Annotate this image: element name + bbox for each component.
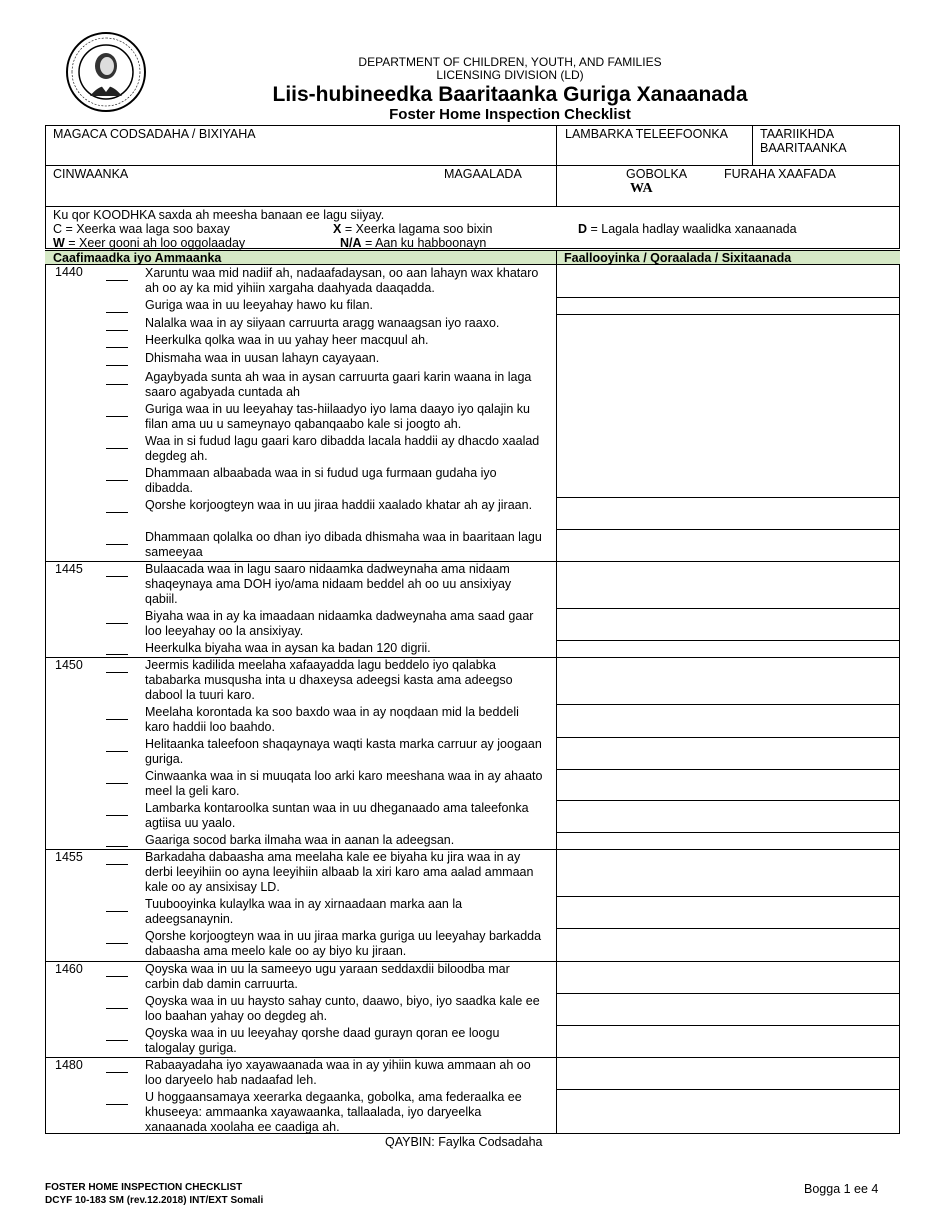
code-entry-blank[interactable] — [106, 654, 128, 655]
legend-code-x: X = Xeerka lagama soo bixin — [333, 222, 493, 236]
column-header-right: Faallooyinka / Qoraalada / Sixitaanada — [564, 251, 792, 265]
checklist-item: Guriga waa in uu leeyahay hawo ku filan. — [145, 298, 373, 312]
code-entry-blank[interactable] — [106, 1040, 128, 1041]
division-name: LICENSING DIVISION (LD) — [436, 68, 584, 82]
code-entry-blank[interactable] — [106, 280, 128, 281]
form-title: FOSTER HOME INSPECTION CHECKLIST — [45, 1182, 243, 1193]
code-entry-blank[interactable] — [106, 384, 128, 385]
section-code: 1480 — [55, 1058, 83, 1072]
column-header-left: Caafimaadka iyo Ammaanka — [53, 251, 222, 265]
checklist-item: Jeermis kadilida meelaha xafaayadda lagu beddelo iyo qalabka tababarka musqusha inta u dhaxeysa adeegsi kasta ama adeegso dabool la tuuri karo. — [145, 658, 513, 702]
checklist-item: U hoggaansamaya xeerarka degaanka, gobolka, ama federaalka ee khuseeya: ammaanka xayawaanka, tallaalada, iyo daryeelka xanaanada xoolaha ee caadiga ah. — [145, 1090, 522, 1134]
checklist-item: Biyaha waa in ay ka imaadaan nidaamka dadweynaha ama saad gaar loo leeyahay oo la ansixiyay. — [145, 609, 534, 638]
checklist-item: Barkadaha dabaasha ama meelaha kale ee biyaha ku jira waa in ay derbi leeyihiin oo ayna leeyihiin albaab la xiri karo ama aalad ammaan kale oo ay ansixisay LD. — [145, 850, 534, 894]
code-entry-blank[interactable] — [106, 864, 128, 865]
state-seal-logo — [66, 32, 146, 112]
code-entry-blank[interactable] — [106, 480, 128, 481]
checklist-item: Agaybyada sunta ah waa in aysan carruurta gaari karin waana in laga saaro agabyada cuntada ah — [145, 370, 532, 399]
checklist-item: Xaruntu waa mid nadiif ah, nadaafadaysan, oo aan lahayn wax khataro ah oo ay ka mid yihiin xargaha daahyada daaqadda. — [145, 266, 539, 295]
page-subtitle: Foster Home Inspection Checklist — [389, 106, 631, 123]
inspection-date-field[interactable]: TAARIIKHDA BAARITAANKA — [760, 127, 847, 155]
checklist-item: Heerkulka biyaha waa in aysan ka badan 120 digrii. — [145, 641, 431, 655]
code-entry-blank[interactable] — [106, 448, 128, 449]
section-code: 1440 — [55, 265, 83, 279]
code-entry-blank[interactable] — [106, 1008, 128, 1009]
section-code: 1445 — [55, 562, 83, 576]
checklist-item: Bulaacada waa in lagu saaro nidaamka dadweynaha ama nidaam shaqeynaya ama DOH iyo/ama nidaam beddel ah oo uu ansixiyay qabiil. — [145, 562, 512, 606]
code-entry-blank[interactable] — [106, 544, 128, 545]
section-code: 1460 — [55, 962, 83, 976]
checklist-item: Dhismaha waa in uusan lahayn cayayaan. — [145, 351, 380, 365]
code-entry-blank[interactable] — [106, 672, 128, 673]
checklist-item: Cinwaanka waa in si muuqata loo arki karo meeshana waa in ay ahaato meel la geli karo. — [145, 769, 543, 798]
code-entry-blank[interactable] — [106, 330, 128, 331]
code-entry-blank[interactable] — [106, 623, 128, 624]
zip-field[interactable]: FURAHA XAAFADA — [724, 167, 836, 181]
code-entry-blank[interactable] — [106, 751, 128, 752]
code-entry-blank[interactable] — [106, 719, 128, 720]
checklist-item: Nalalka waa in ay siiyaan carruurta aragg wanaagsan iyo raaxo. — [145, 316, 500, 330]
code-entry-blank[interactable] — [106, 1072, 128, 1073]
checklist-item: Heerkulka qolka waa in uu yahay heer macquul ah. — [145, 333, 429, 347]
checklist-item: Dhammaan qolalka oo dhan iyo dibada dhismaha waa in baaritaan lagu sameeyaa — [145, 530, 542, 559]
phone-number-field[interactable]: LAMBARKA TELEEFOONKA — [565, 127, 729, 141]
checklist-item: Helitaanka taleefoon shaqaynaya waqti kasta marka carruur ay joogaan guriga. — [145, 737, 542, 766]
code-entry-blank[interactable] — [106, 347, 128, 348]
section-code: 1455 — [55, 850, 83, 864]
legend-intro: Ku qor KOODHKA saxda ah meesha banaan ee lagu siiyay. — [53, 208, 385, 222]
code-entry-blank[interactable] — [106, 815, 128, 816]
page-title: Liis-hubineedka Baaritaanka Guriga Xanaanada — [272, 83, 748, 106]
city-field[interactable]: MAGAALADA — [444, 167, 522, 181]
legend-code-d: D = Lagala hadlay waalidka xanaanada — [578, 222, 797, 236]
checklist-item: Qoyska waa in uu haysto sahay cunto, daawo, biyo, iyo saadka kale ee loo baahan yahay oo degdeg ah. — [145, 994, 540, 1023]
state-field-value[interactable]: WA — [630, 181, 653, 196]
code-entry-blank[interactable] — [106, 846, 128, 847]
legend-code-na: N/A = Aan ku habboonayn — [340, 236, 487, 250]
distribution-note: QAYBIN: Faylka Codsadaha — [385, 1135, 543, 1149]
checklist-item: Guriga waa in uu leeyahay tas-hiilaadyo iyo lama daayo iyo qalajin ku filan ama uu u sameynayo qabanqaabo kale si joogto ah. — [145, 402, 530, 431]
checklist-item: Lambarka kontaroolka suntan waa in uu dheganaado ama taleefonka agtiisa uu yaalo. — [145, 801, 529, 830]
column-header — [45, 250, 900, 265]
code-entry-blank[interactable] — [106, 976, 128, 977]
code-entry-blank[interactable] — [106, 365, 128, 366]
legend-code-w: W = Xeer gooni ah loo oggolaaday — [53, 236, 246, 250]
code-entry-blank[interactable] — [106, 576, 128, 577]
section-code: 1450 — [55, 658, 83, 672]
form-number: DCYF 10-183 SM (rev.12.2018) INT/EXT Somali — [45, 1195, 264, 1206]
checklist-item: Qoyska waa in uu leeyahay qorshe daad gurayn qoran ee loogu talogalay guriga. — [145, 1026, 500, 1055]
code-entry-blank[interactable] — [106, 1104, 128, 1105]
checklist-item: Meelaha korontada ka soo baxdo waa in ay noqdaan mid la beddeli karo haddii loo baahdo. — [145, 705, 519, 734]
checklist-item: Gaariga socod barka ilmaha waa in aanan la adeegsan. — [145, 833, 455, 847]
checklist-item: Waa in si fudud lagu gaari karo dibadda lacala haddii ay dhacdo xaalad degdeg ah. — [145, 434, 540, 463]
checklist-item: Dhammaan albaabada waa in si fudud uga furmaan gudaha iyo dibadda. — [145, 466, 497, 495]
checklist-item: Qorshe korjoogteyn waa in uu jiraa haddii xaalado khatar ah ay jiraan. — [145, 498, 533, 512]
address-field[interactable]: CINWAANKA — [53, 167, 129, 181]
provider-name-field[interactable]: MAGACA CODSADAHA / BIXIYAHA — [53, 127, 256, 141]
code-entry-blank[interactable] — [106, 416, 128, 417]
code-entry-blank[interactable] — [106, 783, 128, 784]
checklist-item: Tuubooyinka kulaylka waa in ay xirnaadaan marka aan la adeegsanaynin. — [145, 897, 463, 926]
department-name: DEPARTMENT OF CHILDREN, YOUTH, AND FAMILIES — [358, 55, 662, 69]
checklist-item: Rabaayadaha iyo xayawaanada waa in ay yihiin kuwa ammaan ah oo loo daryeelo hab nadaafad leh. — [145, 1058, 531, 1087]
state-field-label: GOBOLKA — [626, 167, 688, 181]
code-entry-blank[interactable] — [106, 911, 128, 912]
legend-code-c: C = Xeerka waa laga soo baxay — [53, 222, 230, 236]
page-number: Bogga 1 ee 4 — [804, 1182, 879, 1196]
checklist-item: Qorshe korjoogteyn waa in uu jiraa marka guriga uu leeyahay barkadda dabaasha ama meelo kale oo ay biyo ku jiraan. — [145, 929, 542, 958]
code-entry-blank[interactable] — [106, 943, 128, 944]
code-entry-blank[interactable] — [106, 312, 128, 313]
code-entry-blank[interactable] — [106, 512, 128, 513]
checklist-item: Qoyska waa in uu la sameeyo ugu yaraan seddaxdii biloodba mar carbin dab damin carruurta. — [145, 962, 510, 991]
